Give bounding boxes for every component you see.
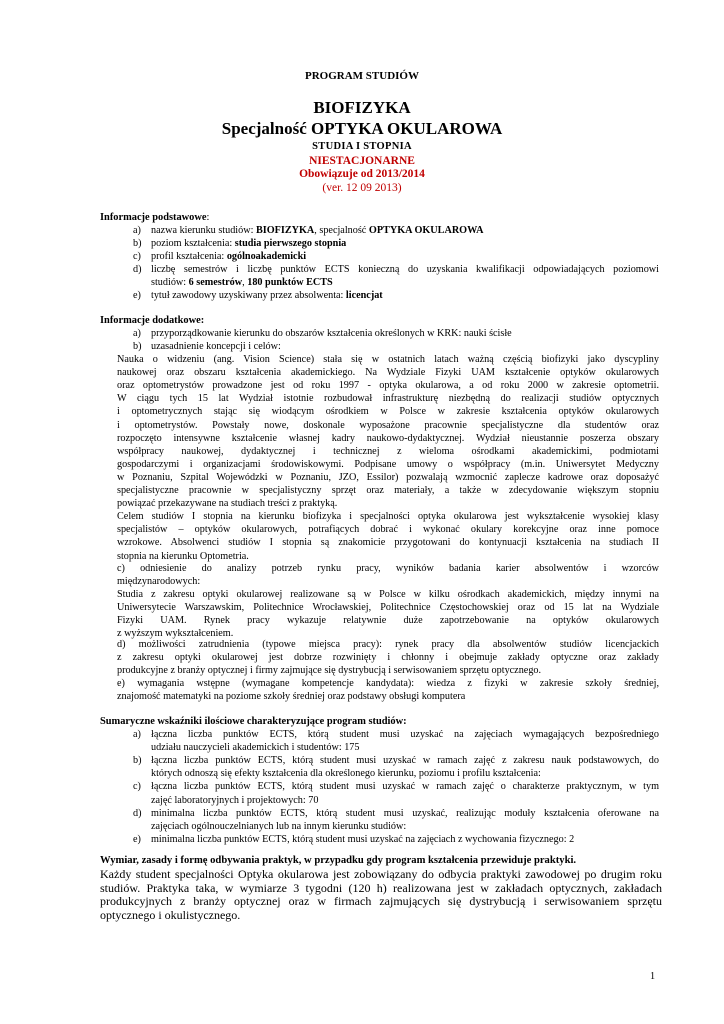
text-line: w Poznaniu, Szpital Wojewódzki w Poznaniu, JZO, Essilor) pozwalają wzmocnić zaplecze kadrowe oraz doposażyć	[117, 471, 659, 483]
list-item: zajęć laboratoryjnych i projektowych: 70	[151, 794, 319, 806]
text-line: produkcyjnych z branży optycznej oraz w firmach zajmujących się dystrybucją i serwisowaniem sprzętu	[100, 894, 662, 909]
basic-item-b: poziom kształcenia: studia pierwszego stopnia	[151, 238, 347, 249]
additional-info-heading: Informacje dodatkowe:	[100, 315, 205, 326]
list-item: udziału nauczycieli akademickich i studentów: 175	[151, 742, 360, 754]
text-line: W ciągu tych 15 lat Wydział istotnie rozbudował infrastrukturę niezbędną do realizacji studiów optycznych	[117, 393, 659, 405]
practice-heading: Wymiar, zasady i formę odbywania praktyk, w przypadku gdy program kształcenia przewiduje praktyki.	[100, 855, 577, 866]
text-line: d) możliwości zatrudnienia (typowe miejsca pracy): rynek pracy dla absolwentów studiów licencjackich	[117, 639, 659, 650]
text-line: produkcyjne z branży optycznej i firmy zajmujące się dystrybucją i serwisowaniem sprzętu optycznego.	[117, 665, 542, 677]
list-marker: b)	[133, 755, 142, 767]
text-line: Studia z zakresu optyki okularowej realizowane są w Polsce w kilku ośrodkach akademickich, między innymi na	[117, 589, 659, 600]
list-item: minimalna liczba punktów ECTS, którą student musi uzyskać, realizując moduły kształcenia oferowane na	[151, 807, 659, 819]
text-line: współpracy naukowej, dydaktycznej i technicznej z wieloma ośrodkami akademickimi, podmiotami	[117, 445, 659, 457]
text-line: specjalistów – optyków okularowych, potrafiących dobrać i wykonać okulary korekcyjne oraz inne pomoce	[117, 524, 659, 536]
list-item: których odnoszą się efekty kształcenia dla określonego kierunku, poziomu i profilu kształcenia:	[151, 768, 541, 780]
list-marker: c)	[133, 781, 141, 793]
text-line: z wyższym wykształceniem.	[117, 628, 234, 640]
text-line: optycznego i okulistycznego.	[100, 907, 241, 922]
text-line: naukowej oraz obszaru kształcenia akademickiego. Na Wydziale Fizyki UAM kształcenie optyków okularowych	[117, 367, 659, 379]
additional-item-b: uzasadnienie koncepcji i celów:	[151, 341, 281, 352]
text-line: studiów. Praktyka taka, w wymiarze 3 tygodni (120 h) realizowana jest w zakładach optycznych, zakładach	[100, 880, 662, 895]
text-line: powiązać przekazywane na studiach treści z praktyką.	[117, 498, 338, 510]
text-line: i optometrystów. Powstały nowe, doskonale wyposażone pracownie specjalistyczne dla studentów oraz	[117, 419, 659, 431]
text-line: wzrokowe. Absolwenci studiów I stopnia są znakomicie przygotowani do kontynuacji kształcenia na studiach II	[117, 537, 659, 549]
text-line: specjalistyczne pracownie w specjalistyczny sprzęt oraz materiały, a także w zdecydowanie większym stopniu	[117, 485, 659, 496]
text-line: e) wymagania wstępne (wymagane kompetencje kandydata): wiedza z fizyki w zakresie szkoły średniej,	[117, 678, 659, 689]
labor-market-heading-cont: międzynarodowych:	[117, 576, 201, 587]
page-number: 1	[650, 971, 656, 982]
study-mode: NIESTACJONARNE	[309, 155, 415, 167]
list-item: minimalna liczba punktów ECTS, którą student musi uzyskać na zajęciach z wychowania fizycznego: 2	[151, 833, 575, 845]
program-title: PROGRAM STUDIÓW	[305, 70, 419, 82]
text-line: i optometrycznych stając się wiodącym ośrodkiem w Polsce w zakresie kształcenia optyków okularowych	[117, 406, 659, 418]
study-level: STUDIA I STOPNIA	[312, 141, 412, 152]
basic-item-d-cont: studiów: 6 semestrów, 180 punktów ECTS	[151, 277, 333, 288]
text-line: Uniwersytecie Warszawskim, Politechnice Wrocławskiej, Politechnice Częstochowskiej oraz od 15 lat na Wydziale	[117, 602, 659, 614]
labor-market-heading: c) odniesienie do analizy potrzeb rynku pracy, wyników badania karier absolwentów i wzorców	[117, 563, 659, 574]
document-page: PROGRAM STUDIÓW BIOFIZYKA Specjalność OPTYKA OKULAROWA STUDIA I STOPNIA NIESTACJONARNE Obowiązuje od 2013/2014 (ver. 12 09 2013) Informacje podstawowe: a) nazwa kierunku studiów: BIOFIZYKA, specjalność OPTYKA OKULAROWA b) poziom kształcenia: studia pierwszego stopnia c) profil kształcenia: ogólnoakademicki d) liczbę semestrów i liczbę punktów ECTS konieczną do uzyskania kwalifikacji odpowiadających poziomowi studiów: 6 semestrów, 180 punktów ECTS e) tytuł zawodowy uzyskiwany przez absolwenta: licencjat Informacje dodatkowe: a) przyporządkowanie kierunku do obszarów kształcenia określonych w KRK: nauki ścisłe b) uzasadnienie koncepcji i celów: Nauka o widzeniu (ang. Vision Science) stała się w ostatnich latach ważną częścią biofizyki jako dyscypliny naukowej oraz obszaru kształcenia akademickiego. Na Wydziale Fizyki UAM kształcenie optyków okularowych oraz optometrystów prowadzone jest od roku 1997 - optyka okularowa, a od roku 2000 w zakresie optometrii. W ciągu tych 15 lat Wydział istotnie rozbudował infrastrukturę niezbędną do realizacji studiów optycznych i optometrycznych stając się wiodącym ośrodkiem w Polsce w zakresie kształcenia optyków okularowych i optometrystów. Powstały nowe, doskonale wyposażone pracownie specjalistyczne dla studentów oraz rozpoczęto intensywne kształcenie własnej kadry naukowo-dydaktycznej. Wydział nieustannie poszerza obszary współpracy naukowej, dydaktycznej i technicznej z wieloma ośrodkami akademickimi, podmiotami gospodarczymi i organizacjami środowiskowymi. Podpisane umowy o współpracy (m.in. Uniwersytet Medyczny w Poznaniu, Szpital Wojewódzki w Poznaniu, JZO, Essilor) pozwalają wzmocnić zaplecze kadrowe oraz doposażyć specjalistyczne pracownie w specjalistyczny sprzęt oraz materiały, a także w zdecydowanie większym stopniu powiązać przekazywane na studiach treści z praktyką. Celem studiów I stopnia na kierunku biofizyka i specjalności optyka okularowa jest wykształcenie wysokiej klasy specjalistów – optyków okularowych, potrafiących dobrać i wykonać okulary korekcyjne oraz inne pomoce wzrokowe. Absolwenci studiów I stopnia są znakomicie przygotowani do kontynuacji kształcenia na studiach II stopnia na kierunku Optometria. c) odniesienie do analizy potrzeb rynku pracy, wyników badania karier absolwentów i wzorców międzynarodowych: Studia z zakresu optyki okularowej realizowane są w Polsce w kilku ośrodkach akademickich, między innymi na Uniwersytecie Warszawskim, Politechnice Wrocławskiej, Politechnice Częstochowskiej oraz od 15 lat na Wydziale Fizyki UAM. Rynek pracy wykazuje relatywnie duże zapotrzebowanie na optyków okularowych z wyższym wykształceniem. d) możliwości zatrudnienia (typowe miejsca pracy): rynek pracy dla absolwentów studiów licencjackich z zakresu optyki okularowej jest dobrze rozwinięty i chłonny i obejmuje zakłady optyczne oraz zakłady produkcyjne z branży optycznej i firmy zajmujące się dystrybucją i serwisowaniem sprzętu optycznego. e) wymagania wstępne (wymagane kompetencje kandydata): wiedza z fizyki w zakresie szkoły średniej, znajomość matematyki na poziome szkoły średniej oraz podstawy obsługi komputera Sumaryczne wskaźniki ilościowe charakteryzujące program studiów: a) łączna liczba punktów ECTS, którą student musi uzyskać na zajęciach wymagających bezpośredniego udziału nauczycieli akademickich i studentów: 175 b) łączna liczba punktów ECTS, którą student musi uzyskać w ramach zajęć z zakresu nauk podstawowych, do których odnoszą się efekty kształcenia dla określonego kierunku, poziomu i profilu kształcenia: c) łączna liczba punktów ECTS, którą student musi uzyskać w ramach zajęć o charakterze praktycznym, w tym zajęć laboratoryjnych i projektowych: 70 d) minimalna liczba punktów ECTS, którą student musi uzyskać, realizując moduły kształcenia oferowane na zajęciach ogólnouczelnianych lub na innym kierunku studiów: e) minimalna liczba punktów ECTS, którą student musi uzyskać na zajęciach z wychowania fizycznego: 2 Wymiar, zasady i formę odbywania praktyk, w przypadku gdy program kształcenia przewiduje praktyki. Każdy student specjalności Optyka okularowa jest zobowiązany do odbycia praktyki zawodowej po drugim roku studiów. Praktyka taka, w wymiarze 3 tygodni (120 h) realizowana jest w zakładach optycznych, zakładach produkcyjnych z branży optycznej oraz w firmach zajmujących się dystrybucją i serwisowaniem sprzętu optycznego i okulistycznego. 1	[0, 0, 724, 1024]
summary-heading: Sumaryczne wskaźniki ilościowe charakteryzujące program studiów:	[100, 716, 407, 727]
list-item: zajęciach ogólnouczelnianych lub na innym kierunku studiów:	[151, 820, 407, 832]
list-item: łączna liczba punktów ECTS, którą student musi uzyskać na zajęciach wymagających bezpośredniego	[151, 729, 659, 740]
list-item: łączna liczba punktów ECTS, którą student musi uzyskać w ramach zajęć o charakterze praktycznym, w tym	[151, 781, 659, 793]
text-line: znajomość matematyki na poziome szkoły średniej oraz podstawy obsługi komputera	[117, 691, 466, 703]
text-line: Każdy student specjalności Optyka okularowa jest zobowiązany do odbycia praktyki zawodowej po drugim roku	[100, 867, 662, 881]
text-line: gospodarczymi i organizacjami środowiskowymi. Podpisane umowy o współpracy (m.in. Uniwersytet Medyczny	[117, 458, 659, 470]
basic-item-a: nazwa kierunku studiów: BIOFIZYKA, specjalność OPTYKA OKULAROWA	[151, 225, 484, 236]
basic-item-c: profil kształcenia: ogólnoakademicki	[151, 251, 307, 262]
list-item: łączna liczba punktów ECTS, którą student musi uzyskać w ramach zajęć z zakresu nauk podstawowych, do	[151, 755, 659, 767]
basic-item-d: liczbę semestrów i liczbę punktów ECTS konieczną do uzyskania kwalifikacji odpowiadających poziomowi	[151, 264, 659, 275]
text-line: stopnia na kierunku Optometria.	[117, 550, 249, 562]
text-line: Fizyki UAM. Rynek pracy wykazuje relatywnie duże zapotrzebowanie na optyków okularowych	[117, 615, 659, 627]
text-line: Nauka o widzeniu (ang. Vision Science) stała się w ostatnich latach ważną częścią biofizyki jako dyscypliny	[117, 354, 659, 365]
list-marker: e)	[133, 833, 141, 845]
list-marker: d)	[133, 807, 142, 819]
list-marker: a)	[133, 729, 141, 740]
field-title: BIOFIZYKA	[313, 98, 411, 117]
text-line: Celem studiów I stopnia na kierunku biofizyka i specjalności optyka okularowa jest wykształcenie wysokiej klasy	[117, 511, 659, 523]
basic-info-heading: Informacje podstawowe:	[100, 212, 210, 223]
additional-item-a: przyporządkowanie kierunku do obszarów kształcenia określonych w KRK: nauki ścisłe	[151, 328, 512, 339]
text-line: rozpoczęto intensywne kształcenie własnej kadry naukowo-dydaktycznej. Wydział nieustannie poszerza obszary	[117, 432, 659, 444]
version-label: (ver. 12 09 2013)	[322, 182, 402, 194]
text-line: z zakresu optyki okularowej jest dobrze rozwinięty i chłonny i obejmuje zakłady optyczne oraz zakłady	[117, 652, 659, 664]
specialty-title: Specjalność OPTYKA OKULAROWA	[221, 119, 503, 138]
valid-from: Obowiązuje od 2013/2014	[299, 168, 425, 180]
basic-item-e: tytuł zawodowy uzyskiwany przez absolwenta: licencjat	[151, 290, 383, 301]
text-line: oraz optometrystów prowadzone jest od roku 1997 - optyka okularowa, a od roku 2000 w zakresie optometrii.	[117, 380, 659, 392]
